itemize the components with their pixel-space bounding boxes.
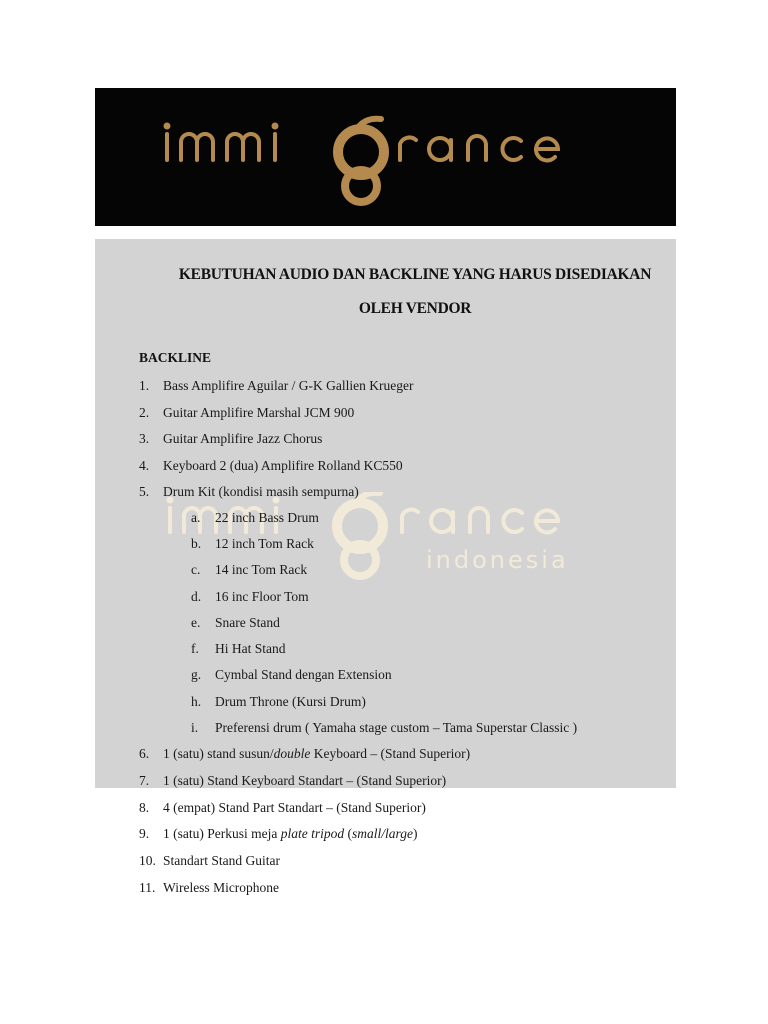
subitem-text: Hi Hat Stand: [215, 641, 286, 656]
item-text-italic: plate tripod: [280, 826, 345, 841]
subitem-letter: h.: [191, 694, 202, 709]
item-number: 2.: [139, 405, 150, 420]
list-item: [139, 746, 470, 762]
item-number: 8.: [139, 800, 150, 815]
list-item: [139, 458, 403, 474]
subitem-text: 16 inc Floor Tom: [215, 589, 309, 604]
drum-subitem: [191, 641, 286, 657]
item-text: 4 (empat) Stand Part Standart – (Stand Superior): [163, 800, 426, 815]
header-banner: [95, 88, 676, 226]
item-text-italic: double: [273, 746, 311, 761]
subitem-text: 14 inc Tom Rack: [215, 562, 308, 577]
item-number: 9.: [139, 826, 150, 841]
list-item: [139, 800, 426, 816]
subitem-letter: f.: [191, 641, 199, 656]
subitem-text: Snare Stand: [215, 615, 280, 630]
item-text: Guitar Amplifire Jazz Chorus: [163, 431, 323, 446]
list-item: [139, 484, 359, 500]
drum-subitem: [191, 589, 309, 605]
item-text: Bass Amplifire Aguilar / G-K Gallien Krueger: [163, 378, 414, 393]
subitem-letter: e.: [191, 615, 201, 630]
subitem-letter: i.: [191, 720, 199, 735]
item-number: 5.: [139, 484, 150, 499]
immigrance-logo: [95, 88, 676, 226]
subitem-letter: d.: [191, 589, 202, 604]
item-number: 1.: [139, 378, 150, 393]
drum-subitem: [191, 694, 366, 710]
subitem-text: Cymbal Stand dengan Extension: [215, 667, 392, 682]
list-item: [139, 826, 418, 842]
item-number: 7.: [139, 773, 150, 788]
subitem-text: 12 inch Tom Rack: [215, 536, 314, 551]
title-line-2: OLEH VENDOR: [358, 300, 472, 317]
drum-subitem: [191, 562, 307, 578]
item-text: Keyboard 2 (dua) Amplifire Rolland KC550: [163, 458, 403, 473]
item-text: Guitar Amplifire Marshal JCM 900: [163, 405, 355, 420]
item-text-pre: 1 (satu) stand susun/: [163, 746, 274, 761]
subitem-letter: a.: [191, 510, 201, 525]
watermark-subtext: indonesia: [426, 546, 569, 574]
drum-subitem: [191, 615, 280, 631]
item-text-post: ): [413, 826, 418, 841]
item-number: 11.: [139, 880, 156, 895]
list-item: [139, 880, 279, 896]
list-item: [139, 378, 413, 394]
subitem-letter: b.: [191, 536, 202, 551]
item-number: 4.: [139, 458, 150, 473]
list-item: [139, 405, 354, 421]
item-number: 10.: [139, 853, 156, 868]
drum-subitem: [191, 536, 314, 552]
subitem-letter: g.: [191, 667, 202, 682]
item-number: 6.: [139, 746, 150, 761]
subitem-text: 22 inch Bass Drum: [215, 510, 319, 525]
drum-subitem: [191, 720, 577, 736]
item-text: 1 (satu) Stand Keyboard Standart – (Stand Superior): [163, 773, 447, 788]
subitem-letter: c.: [191, 562, 201, 577]
item-text-post: Keyboard – (Stand Superior): [310, 746, 471, 761]
drum-subitem: [191, 667, 392, 683]
subitem-text: Preferensi drum ( Yamaha stage custom – Tama Superstar Classic ): [215, 720, 578, 735]
list-item: [139, 431, 322, 447]
section-heading-backline: BACKLINE: [139, 350, 212, 365]
document-title: [95, 258, 735, 326]
item-text-mid: (: [344, 826, 352, 841]
list-item: [139, 773, 446, 789]
item-text: Wireless Microphone: [163, 880, 280, 895]
subitem-text: Drum Throne (Kursi Drum): [215, 694, 366, 709]
item-text-italic: small/large: [351, 826, 413, 841]
item-number: 3.: [139, 431, 150, 446]
item-text: Drum Kit (kondisi masih sempurna): [163, 484, 359, 499]
title-line-1: KEBUTUHAN AUDIO DAN BACKLINE YANG HARUS DISEDIAKAN: [178, 266, 652, 283]
list-item: [139, 853, 280, 869]
item-text: Standart Stand Guitar: [163, 853, 280, 868]
item-text-pre: 1 (satu) Perkusi meja: [163, 826, 281, 841]
drum-subitem: [191, 510, 319, 526]
